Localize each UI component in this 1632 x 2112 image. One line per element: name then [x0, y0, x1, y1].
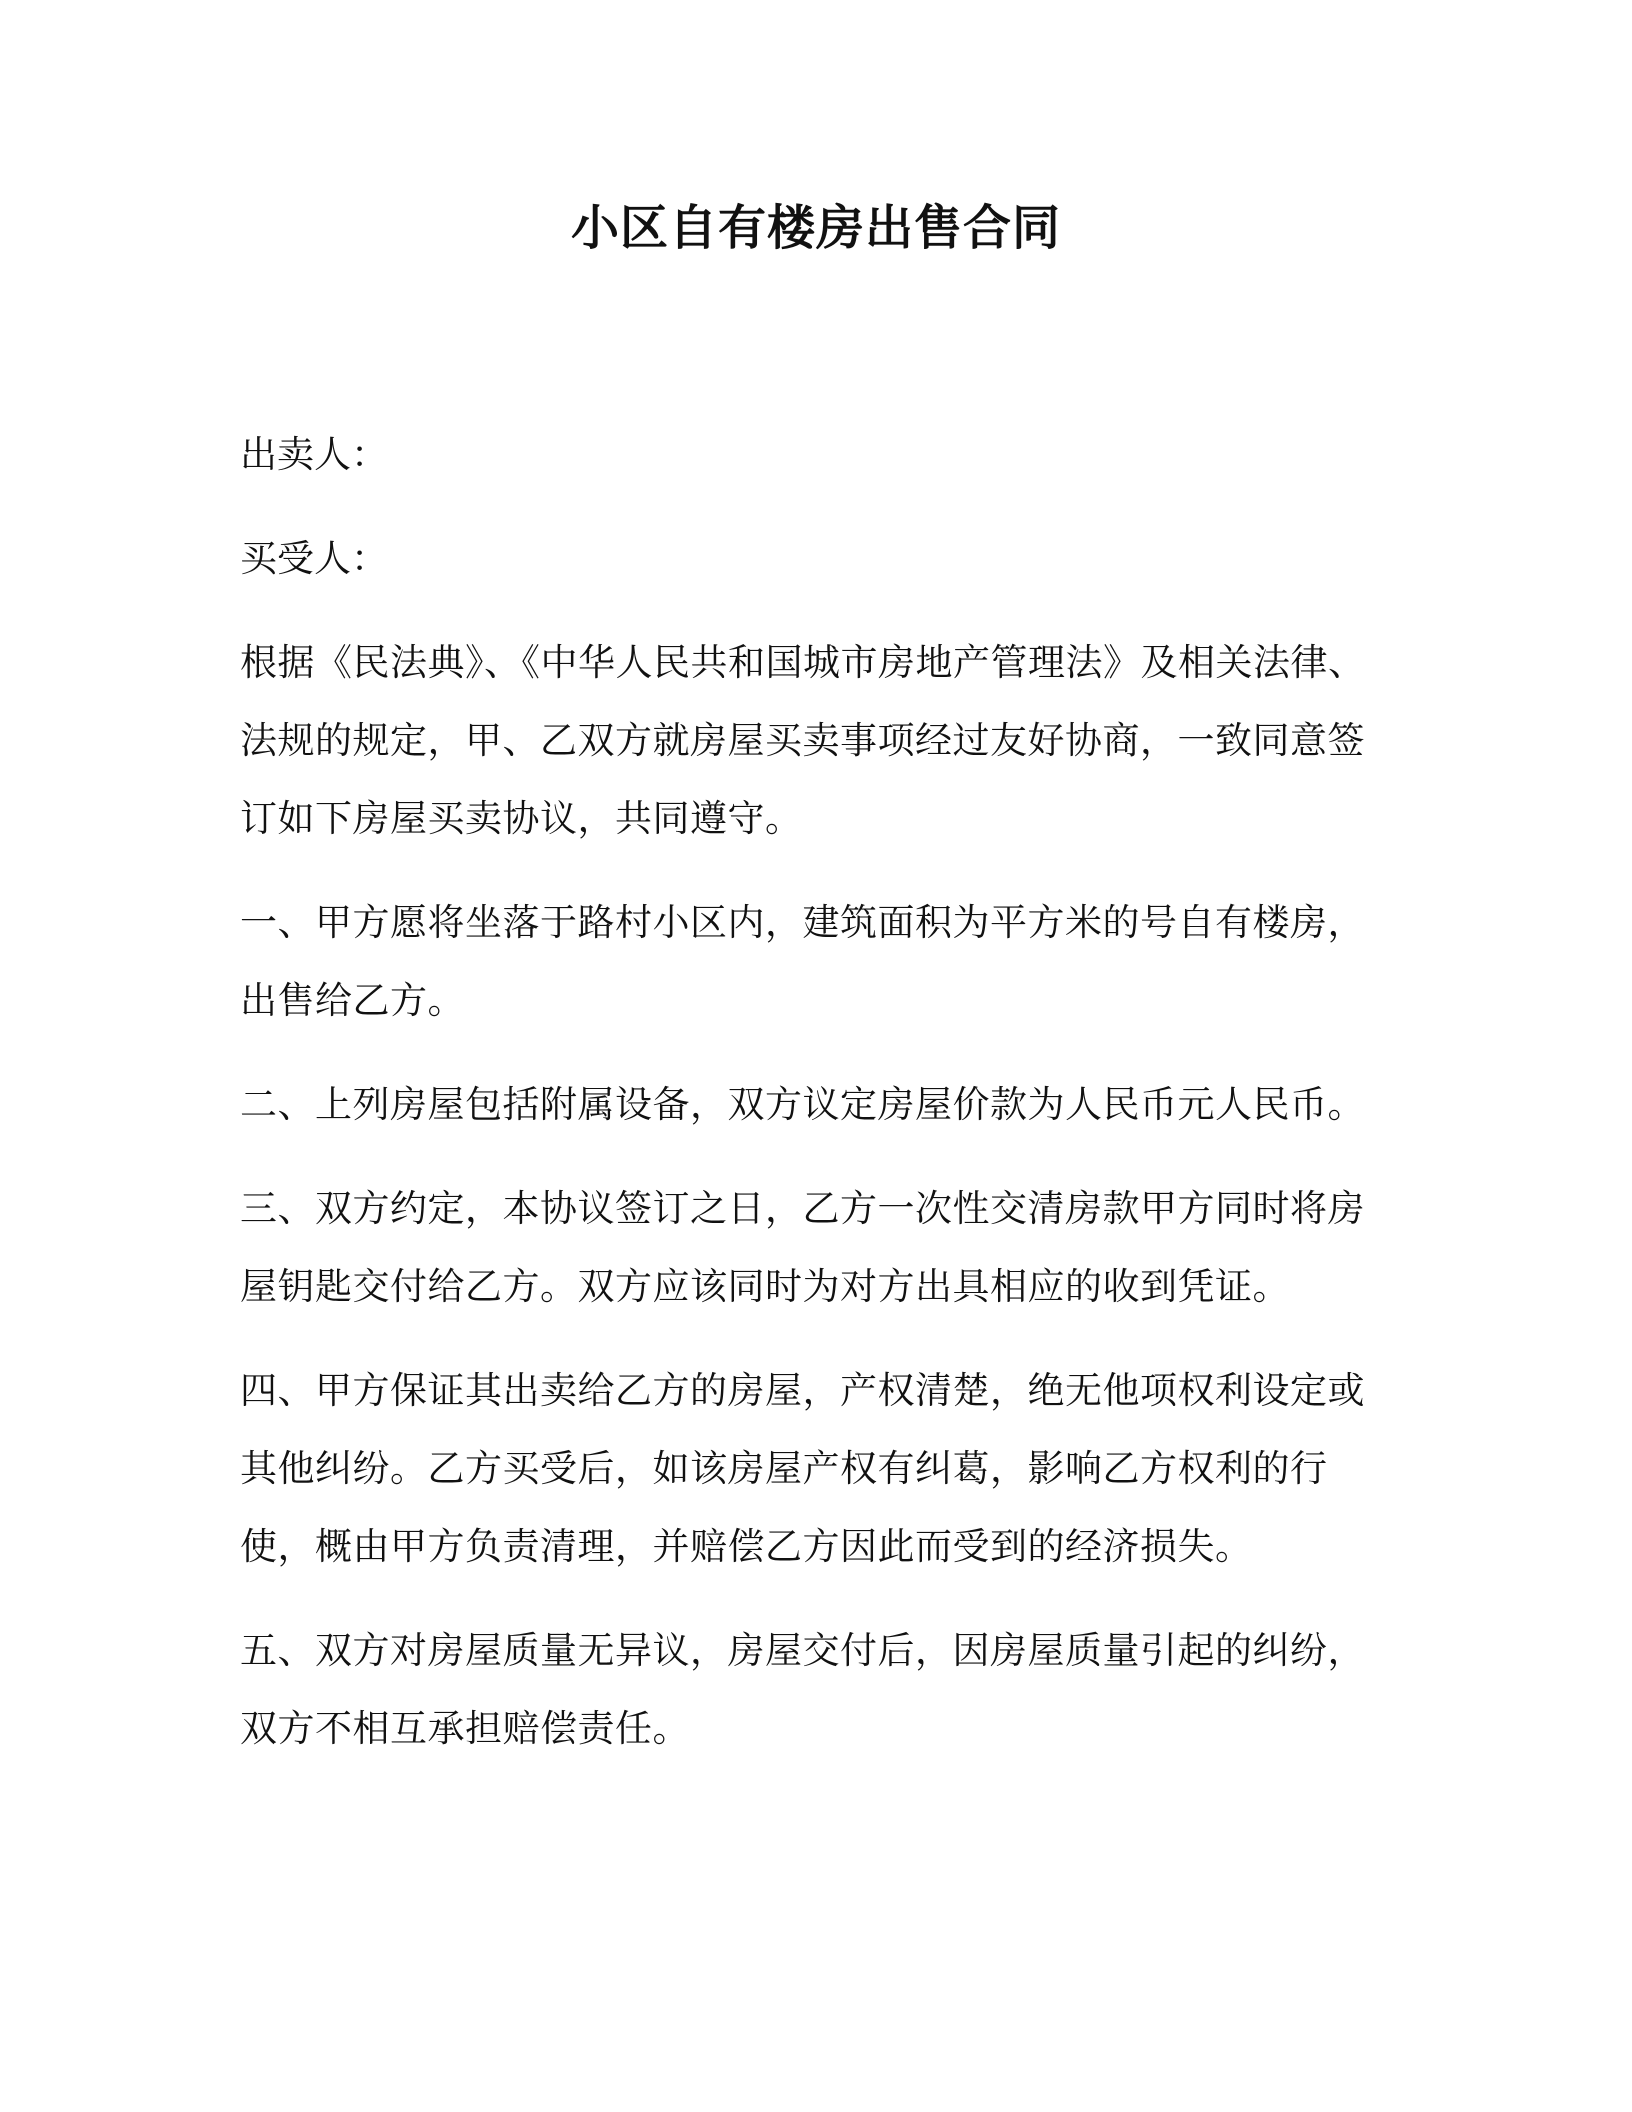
- contract-body: [240, 416, 1400, 1794]
- preamble-paragraph: 根据《民法典》、《中华人民共和国城市房地产管理法》及相关法律、法规的规定，甲、乙双方就房屋买卖事项经过友好协商，一致同意签订如下房屋买卖协议，共同遵守。: [240, 641, 1366, 840]
- clause-2: 二、上列房屋包括附属设备，双方议定房屋价款为人民币元人民币。: [240, 1083, 1365, 1126]
- clause-3: 三、双方约定，本协议签订之日，乙方一次性交清房款甲方同时将房屋钥匙交付给乙方。双方应该同时为对方出具相应的收到凭证。: [240, 1187, 1365, 1308]
- buyer-field-label: 买受人：: [240, 537, 388, 580]
- clause-5: 五、双方对房屋质量无异议，房屋交付后，因房屋质量引起的纠纷，双方不相互承担赔偿责任。: [240, 1629, 1365, 1750]
- seller-field-label: 出卖人：: [240, 433, 388, 476]
- clause-4: 四、甲方保证其出卖给乙方的房屋，产权清楚，绝无他项权利设定或其他纠纷。乙方买受后，如该房屋产权有纠葛，影响乙方权利的行使，概由甲方负责清理，并赔偿乙方因此而受到的经济损失。: [240, 1369, 1365, 1568]
- document-title: 小区自有楼房出售合同: [570, 200, 1061, 256]
- clause-1: 一、甲方愿将坐落于路村小区内，建筑面积为平方米的号自有楼房，出售给乙方。: [240, 901, 1365, 1022]
